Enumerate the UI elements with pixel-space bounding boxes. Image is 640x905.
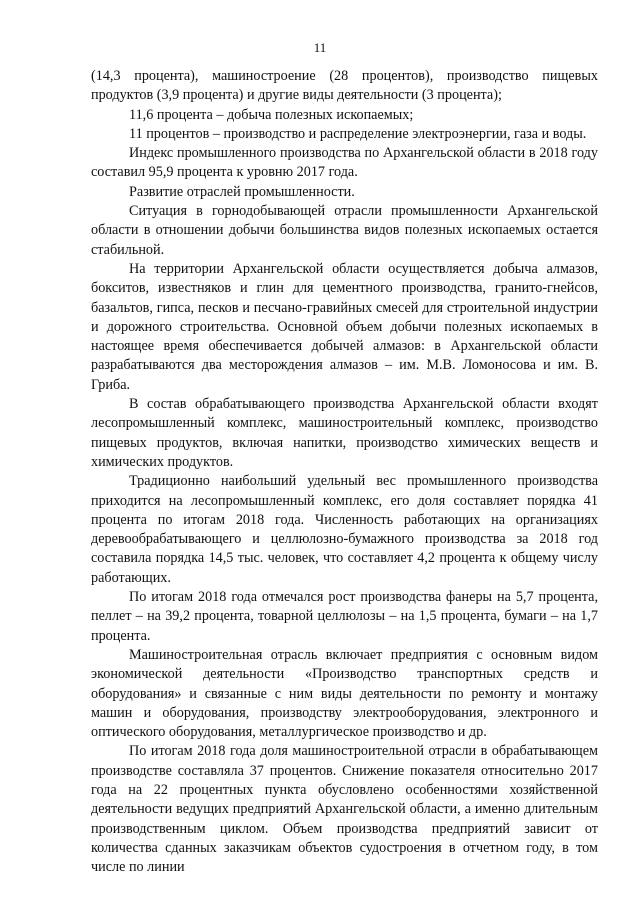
paragraph: Ситуация в горнодобывающей отрасли промышленности Архангельской области в отношении добычи большинства видов полезных ископаемых остается стабильной.: [91, 203, 598, 258]
paragraph: (14,3 процента), машиностроение (28 процентов), производство пищевых продуктов (3,9 процента) и другие виды деятельности (3 процента);: [91, 68, 598, 104]
paragraph: По итогам 2018 года отмечался рост производства фанеры на 5,7 процента, пеллет – на 39,2 процента, товарной целлюлозы – на 1,5 процента, бумаги – на 1,7 процента.: [91, 589, 598, 644]
paragraph: Машиностроительная отрасль включает предприятия с основным видом экономической деятельности «Производство транспортных средств и оборудования» и связанные с ним виды деятельности по ремонту и монтажу машин и оборудования, производству электрооборудования, электронного и оптического оборудования, металлургическое производство и др.: [91, 646, 598, 741]
paragraph: 11 процентов – производство и распределение электроэнергии, газа и воды.: [129, 125, 587, 142]
page-number: 11: [313, 40, 327, 55]
paragraph: В состав обрабатывающего производства Архангельской области входят лесопромышленный комплекс, машиностроительный комплекс, производство пищевых продуктов, включая напитки, производство химических веществ и химических продуктов.: [91, 396, 598, 470]
section-heading: Развитие отраслей промышленности.: [129, 183, 355, 200]
paragraph: На территории Архангельской области осуществляется добыча алмазов, бокситов, известняков и глин для цементного производства, гранито-гнейсов, базальтов, гипса, песков и песчано-гравийных смесей для строительной индустрии и дорожного строительства. Основной объем добычи полезных ископаемых в настоящее время обеспечивается добычей алмазов: в Архангельской области разрабатываются два месторождения алмазов – им. М.В. Ломоносова и им. В. Гриба.: [91, 260, 598, 393]
paragraph: Традиционно наибольший удельный вес промышленного производства приходится на лесопромышленный комплекс, его доля составляет порядка 41 процента по итогам 2018 года. Численность работающих на организациях деревообрабатывающего и целлюлозно-бумажного производства за 2018 год составила порядка 14,5 тыс. человек, что составляет 4,2 процента к общему числу работающих.: [91, 473, 598, 586]
paragraph: Индекс промышленного производства по Архангельской области в 2018 году составил 95,9 процента к уровню 2017 года.: [91, 145, 598, 181]
paragraph: По итогам 2018 года доля машиностроительной отрасли в обрабатывающем производстве составляла 37 процентов. Снижение показателя относительно 2017 года на 22 процентных пункта обусловлено особенностями хозяйственной деятельности ведущих предприятий Архангельской области, а именно длительным производственным циклом. Объем производства предприятий зависит от количества сданных заказчикам объектов судостроения в отчетном году, в том числе по линии: [91, 743, 598, 876]
document-body: [91, 67, 598, 877]
paragraph: 11,6 процента – добыча полезных ископаемых;: [129, 106, 414, 123]
